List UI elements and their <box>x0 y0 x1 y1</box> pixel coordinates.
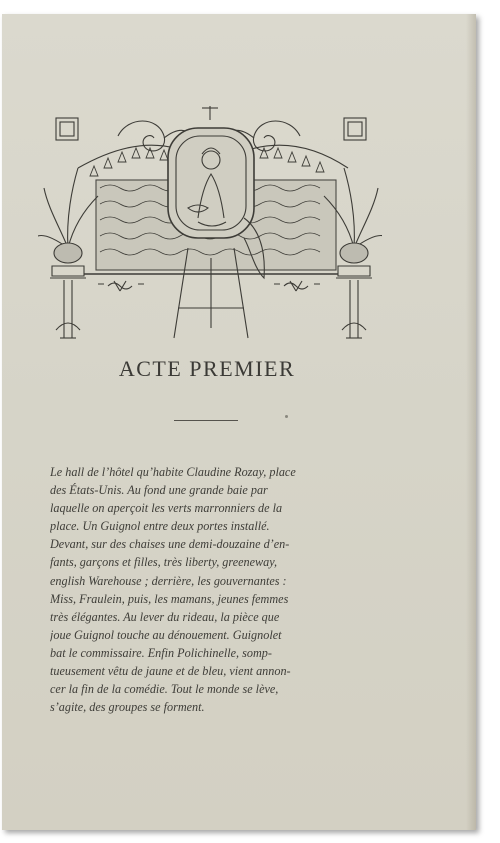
paragraph-line: Devant, sur des chaises une demi-douzaine d’en- <box>50 537 290 552</box>
page-edge-shadow <box>466 14 476 830</box>
paragraph-line: tueusement vêtu de jaune et de bleu, vient annon- <box>50 664 291 679</box>
paragraph-line: laquelle on aperçoit les verts marronniers de la <box>50 501 283 516</box>
paragraph-line: s’agite, des groupes se forment. <box>50 700 205 715</box>
paragraph-line: très élégantes. Au lever du rideau, la pièce que <box>50 609 280 624</box>
stage-direction-paragraph <box>50 463 364 716</box>
paragraph-line: cer la fin de la comédie. Tout le monde se lève, <box>50 682 279 697</box>
book-page <box>2 14 476 830</box>
paragraph-line: des États-Unis. Au fond une grande baie par <box>50 483 268 498</box>
ornamental-vignette-icon <box>38 98 382 348</box>
paragraph-line: bat le commissaire. Enfin Polichinelle, somp- <box>50 645 272 660</box>
title-divider <box>174 420 238 421</box>
paragraph-line: fants, garçons et filles, très liberty, greeneway, <box>50 555 278 570</box>
paragraph-line: Le hall de l’hôtel qu’habite Claudine Rozay, place <box>50 465 296 479</box>
ink-speck <box>285 415 288 418</box>
paragraph-line: Miss, Fraulein, puis, les mamans, jeunes femmes <box>50 591 289 606</box>
paragraph-line: english Warehouse ; derrière, les gouvernantes : <box>50 573 287 588</box>
paragraph-line: joue Guignol touche au dénouement. Guignolet <box>50 627 282 642</box>
paragraph-line: place. Un Guignol entre deux portes installé. <box>50 519 270 534</box>
page-title: ACTE PREMIER <box>118 356 296 381</box>
